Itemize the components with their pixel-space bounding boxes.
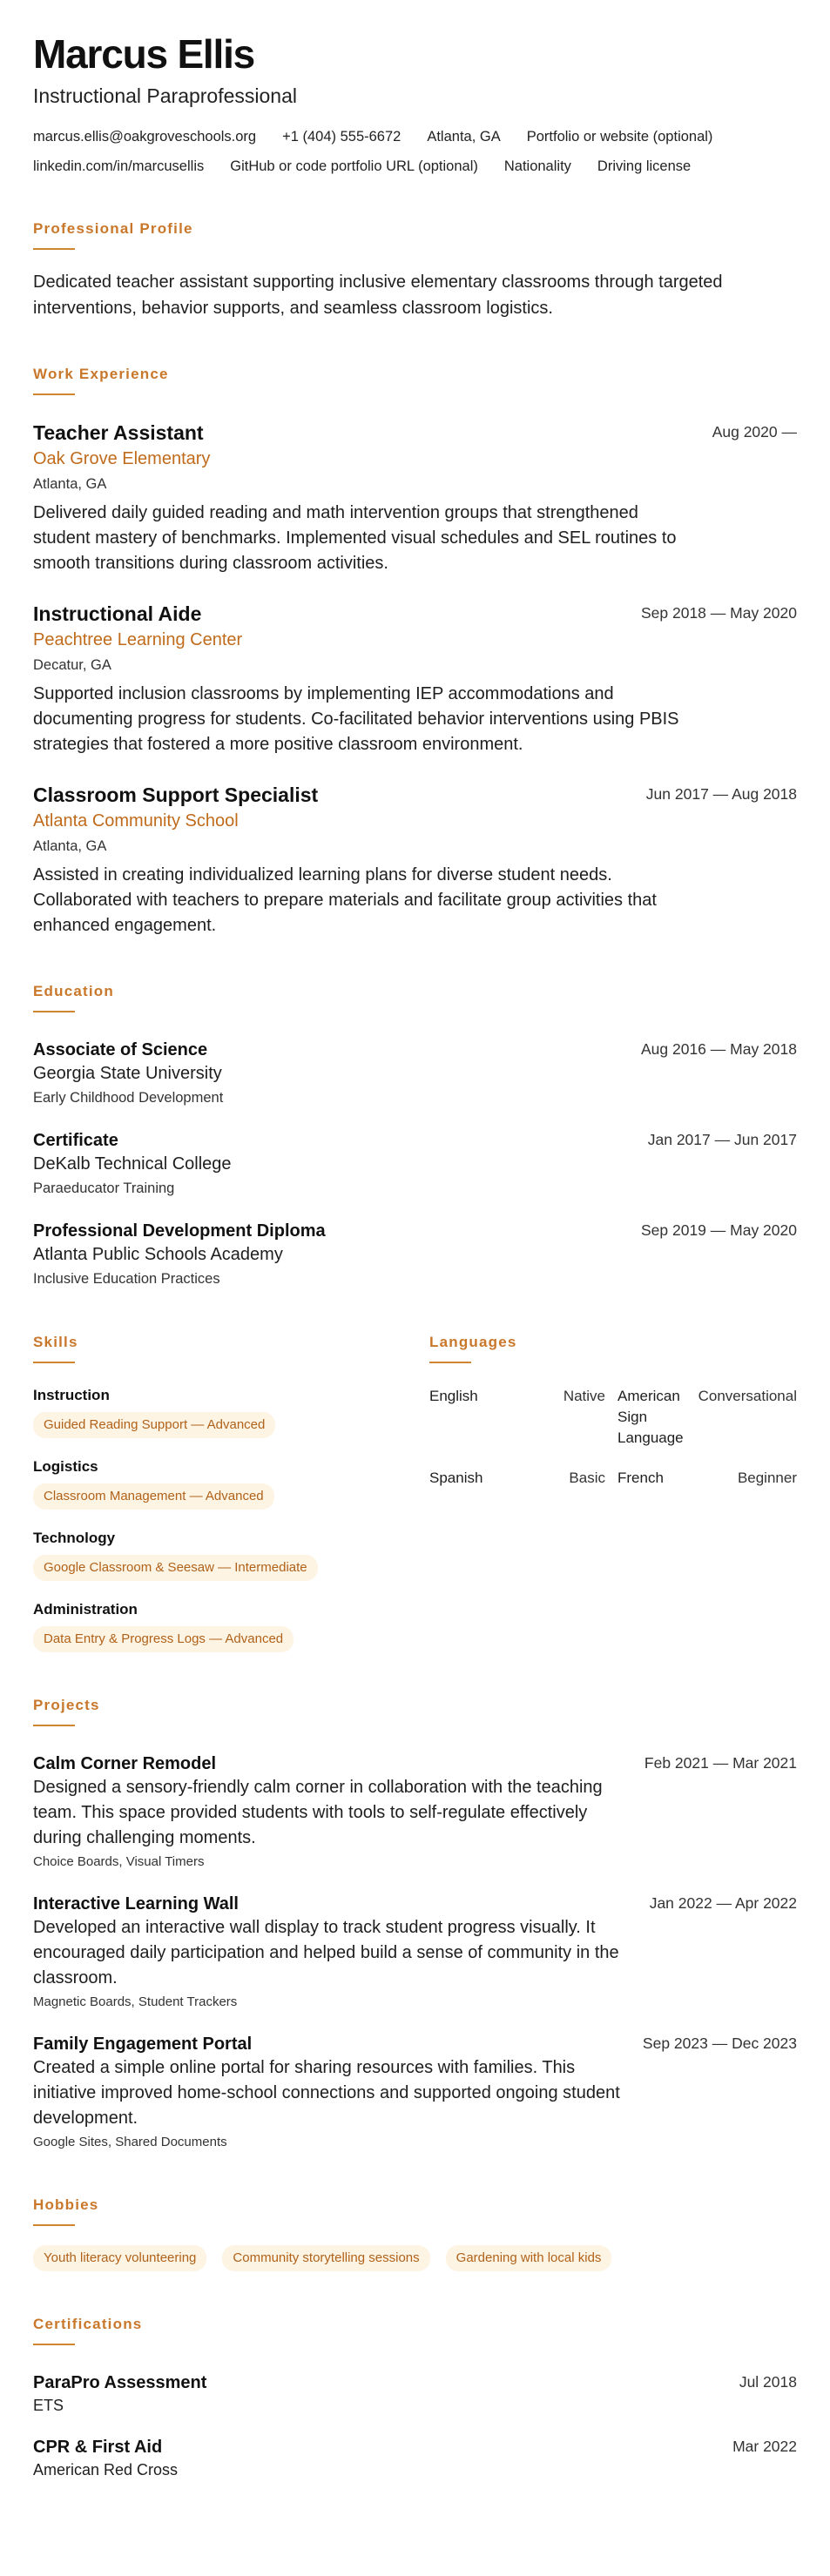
project-entry (33, 1752, 797, 1872)
education-dates: Aug 2016 — May 2018 (640, 1040, 797, 1058)
project-entry (33, 2033, 797, 2152)
education-entry (33, 1129, 797, 1199)
skill-category: Instruction (33, 1387, 110, 1403)
project-entry (33, 1893, 797, 2012)
job-description: Assisted in creating individualized learning plans for diverse student needs. Collaborated with teachers to prepare materials and facilitate group activities that enhanced engagement. (33, 865, 657, 935)
project-dates: Sep 2023 — Dec 2023 (642, 2035, 797, 2052)
skill-category: Logistics (33, 1458, 98, 1475)
profile-section (33, 219, 797, 321)
job-entry (33, 420, 797, 576)
section-heading: Certifications (33, 2316, 143, 2332)
section-divider (33, 1011, 75, 1012)
contact-linkedin[interactable]: linkedin.com/in/marcusellis (33, 158, 205, 174)
section-heading: Projects (33, 1697, 100, 1713)
project-name: Interactive Learning Wall (33, 1894, 239, 1914)
job-location: Decatur, GA (33, 657, 111, 673)
candidate-title: Instructional Paraprofessional (33, 84, 297, 107)
skill-tag: Data Entry & Progress Logs — Advanced (33, 1626, 294, 1652)
project-tools: Magnetic Boards, Student Trackers (33, 1994, 238, 2009)
education-school: Atlanta Public Schools Academy (33, 1245, 283, 1264)
skill-tag: Classroom Management — Advanced (33, 1483, 274, 1510)
education-section (33, 982, 797, 1289)
contact-email[interactable]: marcus.ellis@oakgroveschools.org (33, 129, 257, 145)
contact-driving-license: Driving license (597, 158, 692, 174)
project-dates: Feb 2021 — Mar 2021 (644, 1754, 797, 1772)
project-description: Created a simple online portal for sharing resources with families. This initiative improved home-school connections and supported ongoing student development. (33, 2058, 620, 2128)
hobby-tag: Community storytelling sessions (222, 2245, 429, 2271)
language-name: American Sign Language (617, 1388, 684, 1446)
education-degree: Professional Development Diploma (33, 1221, 326, 1241)
hobby-list (33, 2245, 797, 2271)
job-dates: Sep 2018 — May 2020 (640, 604, 797, 622)
certification-issuer: ETS (33, 2397, 64, 2414)
job-title: Instructional Aide (33, 602, 202, 625)
section-heading: Education (33, 983, 114, 999)
experience-section (33, 365, 797, 938)
language-name: French (617, 1470, 664, 1486)
education-dates: Jan 2017 — Jun 2017 (647, 1131, 797, 1148)
job-description: Supported inclusion classrooms by implementing IEP accommodations and documenting progress for students. Co-facilitated behavior interventions using PBIS strategies that fostered a more positive classroom environment. (33, 684, 679, 754)
project-name: Family Engagement Portal (33, 2035, 253, 2054)
hobby-tag: Gardening with local kids (446, 2245, 612, 2271)
project-tools: Google Sites, Shared Documents (33, 2135, 227, 2149)
education-school: Georgia State University (33, 1064, 222, 1083)
project-tools: Choice Boards, Visual Timers (33, 1854, 205, 1869)
job-description: Delivered daily guided reading and math intervention groups that strengthened student mastery of benchmarks. Implemented visual schedules and SEL routines to smooth transitions during classroom activities. (33, 503, 677, 573)
section-heading: Skills (33, 1334, 78, 1350)
job-title: Classroom Support Specialist (33, 784, 319, 806)
skill-tag: Google Classroom & Seesaw — Intermediate (33, 1555, 318, 1581)
contact-nationality: Nationality (503, 158, 571, 174)
job-dates: Aug 2020 — (712, 423, 797, 441)
hobby-tag: Youth literacy volunteering (33, 2245, 206, 2271)
job-entry (33, 601, 797, 757)
skill-category: Administration (33, 1601, 138, 1618)
education-school: DeKalb Technical College (33, 1154, 232, 1174)
skill-group (33, 1457, 429, 1510)
section-divider (33, 1362, 75, 1363)
skill-category: Technology (33, 1530, 116, 1546)
project-name: Calm Corner Remodel (33, 1754, 217, 1773)
contact-phone[interactable]: +1 (404) 555-6672 (282, 129, 402, 145)
education-field: Paraeducator Training (33, 1180, 175, 1196)
skills-languages-row (33, 1333, 797, 1652)
contact-list (33, 127, 782, 176)
project-description: Developed an interactive wall display to track student progress visually. It encouraged daily participation and helped build a sense of community in the classroom. (33, 1918, 619, 1987)
job-dates: Jun 2017 — Aug 2018 (645, 785, 797, 803)
certification-entry (33, 2436, 797, 2481)
contact-portfolio[interactable]: Portfolio or website (optional) (526, 129, 713, 145)
contact-github[interactable]: GitHub or code portfolio URL (optional) (230, 158, 478, 174)
languages-section (429, 1333, 797, 1652)
certification-issuer: American Red Cross (33, 2461, 179, 2478)
section-divider (33, 393, 75, 395)
resume-header (33, 31, 797, 176)
certification-date: Mar 2022 (732, 2438, 797, 2455)
education-degree: Associate of Science (33, 1040, 208, 1059)
profile-summary: Dedicated teacher assistant supporting inclusive elementary classrooms through targeted interventions, behavior supports, and seamless classroom logistics. (33, 272, 723, 318)
certification-date: Jul 2018 (739, 2373, 797, 2391)
section-divider (33, 248, 75, 250)
job-location: Atlanta, GA (33, 476, 107, 492)
section-heading: Professional Profile (33, 220, 193, 237)
education-dates: Sep 2019 — May 2020 (640, 1221, 797, 1239)
section-divider (33, 2224, 75, 2226)
language-level: Native (563, 1388, 605, 1404)
education-field: Inclusive Education Practices (33, 1271, 220, 1287)
education-entry (33, 1220, 797, 1289)
language-name: Spanish (429, 1470, 483, 1486)
certifications-section (33, 2315, 797, 2481)
certification-entry (33, 2371, 797, 2417)
contact-location: Atlanta, GA (427, 129, 501, 145)
hobbies-section (33, 2196, 797, 2271)
section-heading: Languages (429, 1334, 517, 1350)
section-divider (429, 1362, 471, 1363)
certification-name: CPR & First Aid (33, 2438, 163, 2457)
language-list (429, 1386, 797, 1489)
skill-tag: Guided Reading Support — Advanced (33, 1412, 275, 1438)
job-organization: Peachtree Learning Center (33, 630, 243, 649)
skill-group (33, 1529, 429, 1581)
skill-group (33, 1600, 429, 1652)
language-level: Beginner (737, 1470, 797, 1486)
job-organization: Atlanta Community School (33, 811, 239, 831)
project-description: Designed a sensory-friendly calm corner in collaboration with the teaching team. This space provided students with tools to self-regulate effectively during challenging moments. (33, 1778, 603, 1847)
job-organization: Oak Grove Elementary (33, 449, 211, 468)
section-divider (33, 1725, 75, 1726)
section-divider (33, 2344, 75, 2345)
education-degree: Certificate (33, 1131, 118, 1150)
education-field: Early Childhood Development (33, 1090, 224, 1106)
projects-section (33, 1696, 797, 2152)
language-level: Conversational (698, 1388, 797, 1404)
certification-name: ParaPro Assessment (33, 2373, 207, 2392)
skills-section (33, 1333, 429, 1652)
job-title: Teacher Assistant (33, 421, 204, 444)
section-heading: Hobbies (33, 2196, 99, 2213)
job-location: Atlanta, GA (33, 838, 107, 854)
language-level: Basic (569, 1470, 605, 1486)
education-entry (33, 1039, 797, 1108)
job-entry (33, 782, 797, 938)
section-heading: Work Experience (33, 366, 169, 382)
skill-group (33, 1386, 429, 1438)
project-dates: Jan 2022 — Apr 2022 (649, 1894, 797, 1912)
language-name: English (429, 1388, 478, 1404)
candidate-name: Marcus Ellis (33, 31, 255, 77)
